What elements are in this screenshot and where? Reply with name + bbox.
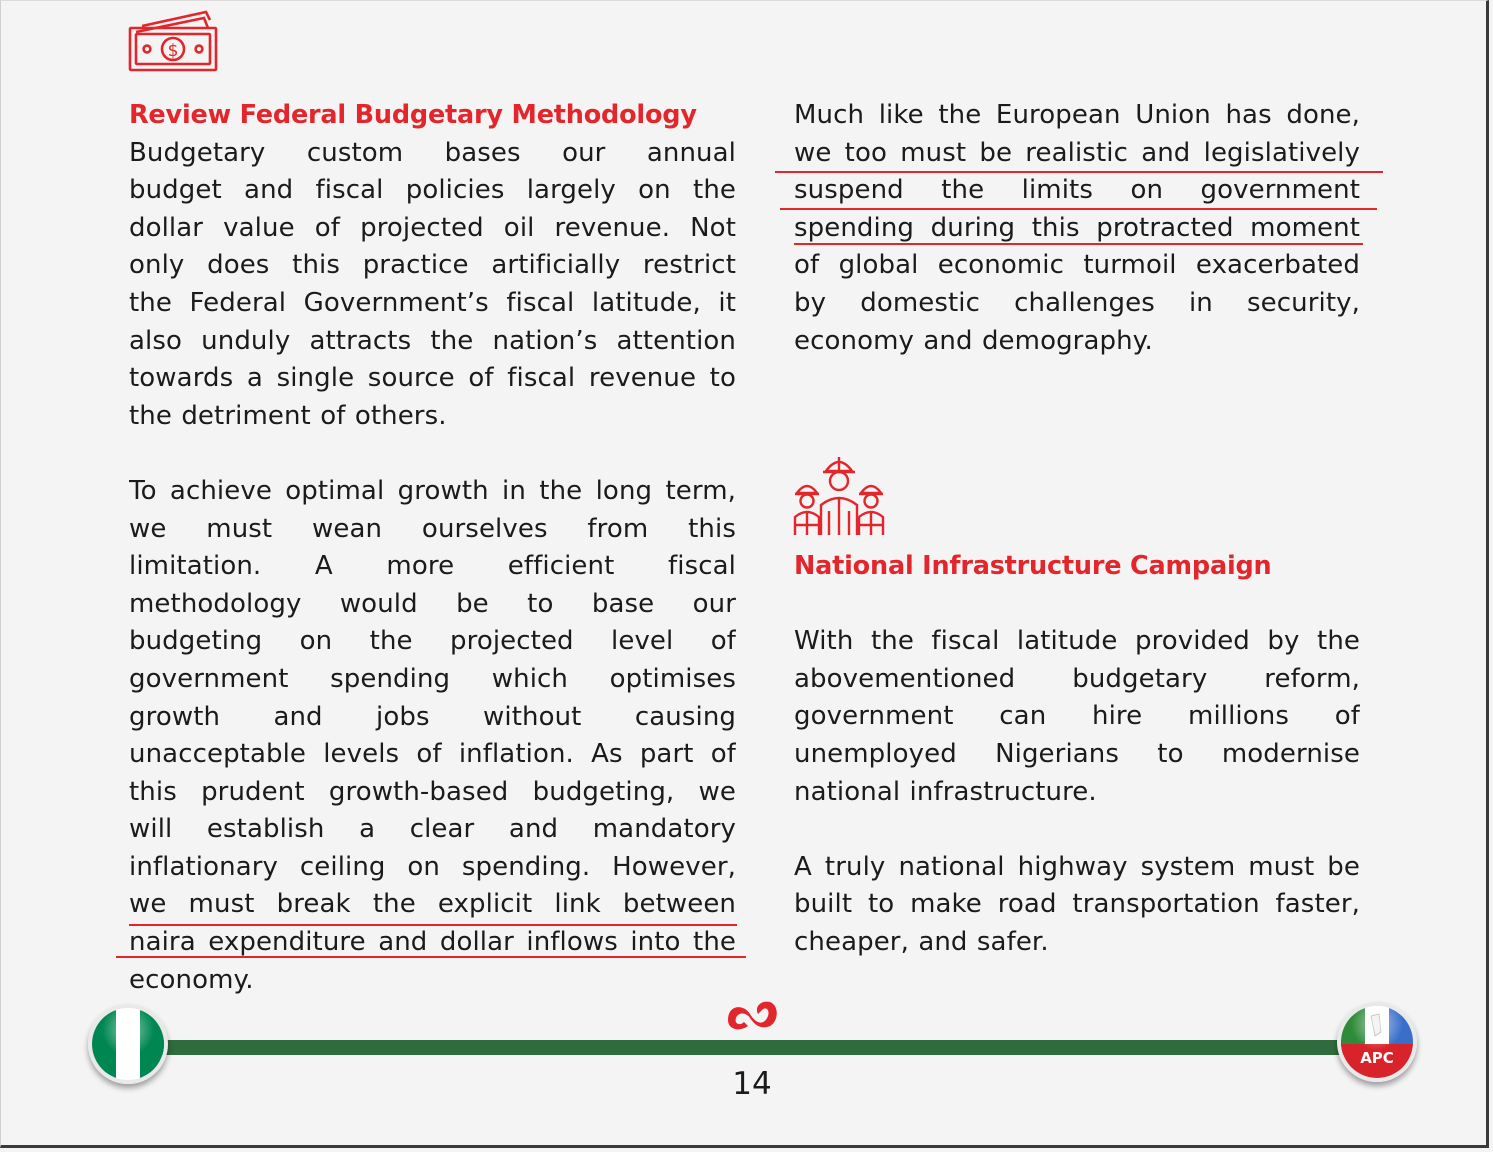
text-line: methodology would be to base our (129, 588, 736, 619)
text-line: Budgetary custom bases our annual (129, 137, 736, 168)
brand-mark-icon (724, 998, 780, 1032)
text-line: by domestic challenges in security, (794, 287, 1360, 318)
text-line: will establish a clear and mandatory (129, 814, 736, 845)
text-line: towards a single source of fiscal revenue to (129, 363, 736, 394)
text-line: economy. (129, 964, 254, 995)
text-line: budgeting on the projected level of (129, 626, 736, 657)
text-line: only does this practice artificially restrict (129, 250, 736, 281)
paragraph-european-union (794, 97, 1360, 360)
text-line: unacceptable levels of inflation. As part of (129, 739, 736, 770)
highlight-underline (116, 956, 746, 958)
svg-text:$: $ (167, 41, 179, 61)
text-line: budget and fiscal policies largely on the (129, 175, 736, 206)
text-line: we must wean ourselves from this (129, 513, 736, 544)
workers-group-icon (793, 453, 885, 537)
text-line: abovementioned budgetary reform, (794, 663, 1360, 694)
text-line: economy and demography. (794, 325, 1153, 356)
text-line: cheaper, and safer. (794, 926, 1049, 957)
text-line: dollar value of projected oil revenue. Not (129, 212, 736, 243)
text-line: government spending which optimises (129, 663, 736, 694)
text-line-highlighted: we too must be realistic and legislatively (794, 137, 1360, 168)
text-line: A truly national highway system must be (794, 851, 1360, 882)
highlight-underline (129, 924, 737, 926)
footer-bar (160, 1040, 1345, 1055)
paragraph-highway-system (794, 849, 1360, 962)
apc-party-badge (1337, 1002, 1417, 1082)
text-line: Much like the European Union has done, (794, 100, 1360, 130)
text-line: this prudent growth-based budgeting, we (129, 776, 736, 807)
text-line: national infrastructure. (794, 776, 1097, 807)
text-line: limitation. A more efficient fiscal (129, 551, 736, 582)
text-line: the detriment of others. (129, 400, 447, 431)
text-line: also unduly attracts the nation’s attention (129, 325, 736, 356)
text-line-highlighted: spending during this protracted moment (794, 212, 1360, 243)
paragraph-optimal-growth (129, 473, 736, 999)
section-heading-budget: Review Federal Budgetary Methodology (129, 100, 697, 130)
text-line-highlighted: naira expenditure and dollar inflows into the (129, 927, 736, 958)
text-line: With the fiscal latitude provided by the (794, 626, 1360, 657)
money-bill-icon (128, 6, 218, 72)
paragraph-budget-custom (129, 135, 736, 436)
right-column (794, 97, 1360, 360)
text-line: the Federal Government’s fiscal latitude, it (129, 287, 736, 318)
highlight-underline (775, 171, 1383, 173)
text-line: government can hire millions of (794, 701, 1360, 732)
nigeria-flag-badge (88, 1004, 168, 1084)
highlight-underline (780, 208, 1377, 210)
paragraph-fiscal-latitude (794, 623, 1360, 811)
text-line: of global economic turmoil exacerbated (794, 250, 1360, 281)
text-line: built to make road transportation faster, (794, 889, 1360, 920)
infrastructure-section (794, 548, 1360, 962)
text-line: unemployed Nigerians to modernise (794, 738, 1360, 769)
text-line: To achieve optimal growth in the long term, (129, 475, 736, 506)
highlight-underline (794, 243, 1363, 245)
text-line: inflationary ceiling on spending. However, (129, 851, 736, 882)
section-heading-infrastructure: National Infrastructure Campaign (794, 551, 1272, 581)
page-number: 14 (732, 1066, 772, 1102)
text-line-highlighted: we must break the explicit link between (129, 889, 736, 920)
text-line-highlighted: suspend the limits on government (794, 175, 1360, 206)
left-column (129, 97, 736, 999)
text-line: growth and jobs without causing (129, 701, 736, 732)
